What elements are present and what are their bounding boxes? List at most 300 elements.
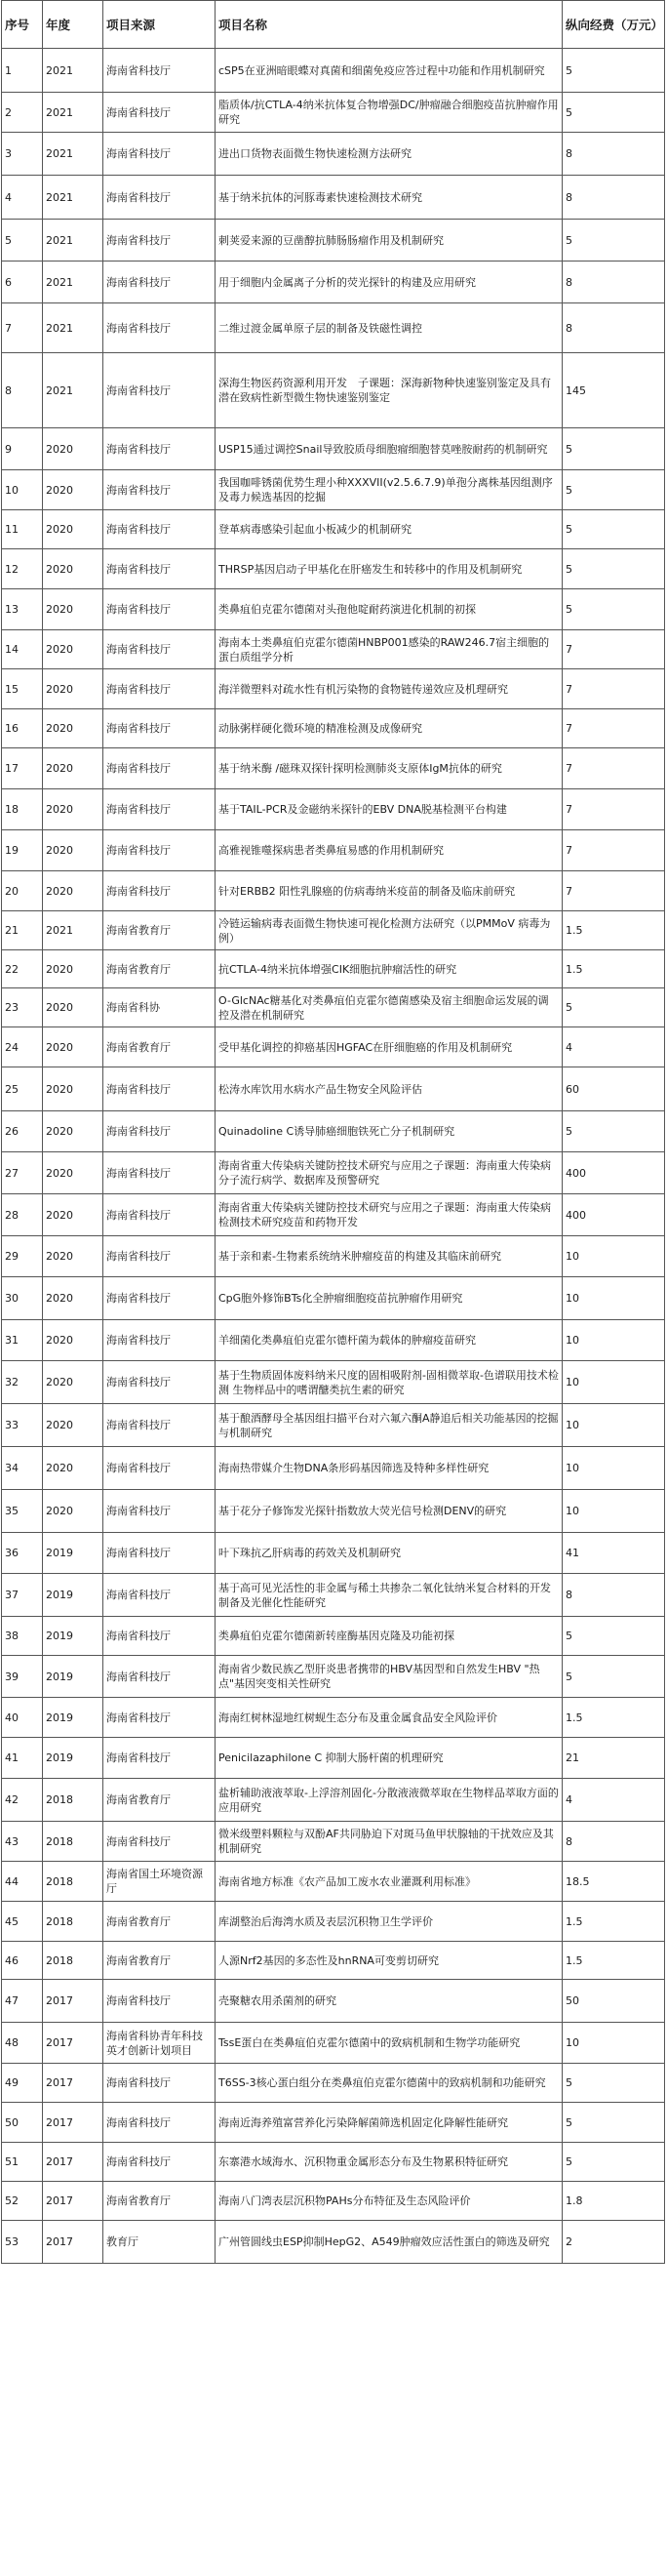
table-row <box>2 2221 665 2264</box>
source-cell: 海南省科技厅 <box>103 1361 216 1404</box>
table-row <box>2 1656 665 1698</box>
year-cell: 2020 <box>43 950 103 988</box>
project-name-cell: 基于纳米酶 /磁珠双探针探明检测肺炎支原体IgM抗体的研究 <box>216 748 563 789</box>
source-cell: 海南省教育厅 <box>103 950 216 988</box>
funding-cell: 145 <box>563 353 665 428</box>
header-year: 年度 <box>43 1 103 49</box>
index-cell: 1 <box>2 49 43 93</box>
index-cell: 45 <box>2 1902 43 1942</box>
funding-cell: 1.8 <box>563 2182 665 2221</box>
funding-cell: 5 <box>563 93 665 133</box>
funding-cell: 7 <box>563 669 665 709</box>
header-project-name: 项目名称 <box>216 1 563 49</box>
project-name-cell: 海南热带媒介生物DNA条形码基因筛选及特种多样性研究 <box>216 1447 563 1490</box>
index-cell: 24 <box>2 1027 43 1067</box>
table-row <box>2 303 665 353</box>
funding-cell: 60 <box>563 1067 665 1111</box>
index-cell: 53 <box>2 2221 43 2264</box>
funding-cell: 7 <box>563 830 665 871</box>
project-name-cell: 广州管圆线虫ESP抑制HepG2、A549肿瘤效应活性蛋白的筛选及研究 <box>216 2221 563 2264</box>
project-name-cell: Quinadoline C诱导肺癌细胞铁死亡分子机制研究 <box>216 1111 563 1152</box>
index-cell: 35 <box>2 1490 43 1533</box>
source-cell: 海南省科技厅 <box>103 709 216 748</box>
source-cell: 海南省科技厅 <box>103 1980 216 2023</box>
project-name-cell: 动脉粥样硬化微环境的精准检测及成像研究 <box>216 709 563 748</box>
year-cell: 2019 <box>43 1533 103 1574</box>
funding-cell: 4 <box>563 1779 665 1822</box>
source-cell: 海南省科技厅 <box>103 49 216 93</box>
funding-cell: 21 <box>563 1738 665 1779</box>
project-name-cell: 海南省重大传染病关键防控技术研究与应用之子课题：海南重大传染病分子流行病学、数据库及预警研究 <box>216 1152 563 1194</box>
year-cell: 2018 <box>43 1822 103 1862</box>
index-cell: 42 <box>2 1779 43 1822</box>
funding-cell: 5 <box>563 2143 665 2182</box>
table-row <box>2 1067 665 1111</box>
project-name-cell: 海洋微塑料对疏水性有机污染物的食物链传递效应及机理研究 <box>216 669 563 709</box>
source-cell: 海南省科技厅 <box>103 1111 216 1152</box>
index-cell: 9 <box>2 428 43 470</box>
project-name-cell: 类鼻疽伯克霍尔德菌对头孢他啶耐药演进化机制的初探 <box>216 589 563 630</box>
index-cell: 16 <box>2 709 43 748</box>
year-cell: 2021 <box>43 911 103 950</box>
project-name-cell: 海南省少数民族乙型肝炎患者携带的HBV基因型和自然发生HBV "热点"基因突变相关性研究 <box>216 1656 563 1698</box>
index-cell: 29 <box>2 1236 43 1277</box>
source-cell: 海南省科技厅 <box>103 1698 216 1738</box>
funding-cell: 5 <box>563 549 665 589</box>
table-row <box>2 93 665 133</box>
project-name-cell: USP15通过调控Snail导致胶质母细胞瘤细胞替莫唑胺耐药的机制研究 <box>216 428 563 470</box>
table-row <box>2 630 665 669</box>
table-row <box>2 262 665 303</box>
table-row <box>2 353 665 428</box>
table-row <box>2 1822 665 1862</box>
project-name-cell: 冷链运输病毒表面微生物快速可视化检测方法研究（以PMMoV 病毒为例） <box>216 911 563 950</box>
index-cell: 23 <box>2 988 43 1027</box>
source-cell: 海南省科技厅 <box>103 262 216 303</box>
source-cell: 海南省教育厅 <box>103 1779 216 1822</box>
index-cell: 26 <box>2 1111 43 1152</box>
index-cell: 34 <box>2 1447 43 1490</box>
table-row <box>2 176 665 220</box>
index-cell: 31 <box>2 1320 43 1361</box>
funding-cell: 7 <box>563 871 665 911</box>
project-name-cell: 海南近海养殖富营养化污染降解菌筛选机固定化降解性能研究 <box>216 2103 563 2143</box>
project-name-cell: 基于花分子修饰发光探针指数放大荧光信号检测DENV的研究 <box>216 1490 563 1533</box>
source-cell: 海南省科技厅 <box>103 1277 216 1320</box>
table-row <box>2 1152 665 1194</box>
source-cell: 教育厅 <box>103 2221 216 2264</box>
year-cell: 2020 <box>43 510 103 549</box>
year-cell: 2020 <box>43 748 103 789</box>
funding-cell: 8 <box>563 176 665 220</box>
project-name-cell: 东寨港水域海水、沉积物重金属形态分布及生物累积特征研究 <box>216 2143 563 2182</box>
index-cell: 32 <box>2 1361 43 1404</box>
table-row <box>2 1320 665 1361</box>
funding-cell: 10 <box>563 1490 665 1533</box>
table-row <box>2 1980 665 2023</box>
year-cell: 2020 <box>43 589 103 630</box>
table-row <box>2 2103 665 2143</box>
funding-cell: 5 <box>563 1617 665 1656</box>
funding-cell: 400 <box>563 1152 665 1194</box>
source-cell: 海南省科技厅 <box>103 589 216 630</box>
source-cell: 海南省科技厅 <box>103 1404 216 1447</box>
source-cell: 海南省科技厅 <box>103 510 216 549</box>
table-row <box>2 1027 665 1067</box>
source-cell: 海南省科技厅 <box>103 470 216 510</box>
table-row <box>2 49 665 93</box>
source-cell: 海南省科技厅 <box>103 830 216 871</box>
index-cell: 51 <box>2 2143 43 2182</box>
source-cell: 海南省科技厅 <box>103 176 216 220</box>
project-name-cell: 二维过渡金属单原子层的制备及铁磁性调控 <box>216 303 563 353</box>
table-row <box>2 1194 665 1236</box>
table-row <box>2 988 665 1027</box>
index-cell: 28 <box>2 1194 43 1236</box>
year-cell: 2021 <box>43 220 103 262</box>
project-name-cell: 壳聚糖农用杀菌剂的研究 <box>216 1980 563 2023</box>
table-row <box>2 1902 665 1942</box>
source-cell: 海南省教育厅 <box>103 1027 216 1067</box>
index-cell: 5 <box>2 220 43 262</box>
funding-cell: 10 <box>563 1404 665 1447</box>
year-cell: 2020 <box>43 1361 103 1404</box>
table-row <box>2 1862 665 1902</box>
project-name-cell: 基于生物质固体废料纳米尺度的固相吸附剂-固相微萃取-色谱联用技术检测 生物样品中的嗜谓醣类抗生素的研究 <box>216 1361 563 1404</box>
funding-cell: 50 <box>563 1980 665 2023</box>
index-cell: 48 <box>2 2023 43 2064</box>
project-name-cell: Penicilazaphilone C 抑制大肠杆菌的机理研究 <box>216 1738 563 1779</box>
source-cell: 海南省科技厅 <box>103 428 216 470</box>
year-cell: 2020 <box>43 630 103 669</box>
project-name-cell: O-GlcNAc糖基化对类鼻疽伯克霍尔德菌感染及宿主细胞命运发展的调控及潜在机制研究 <box>216 988 563 1027</box>
header-row <box>2 1 665 49</box>
index-cell: 21 <box>2 911 43 950</box>
year-cell: 2020 <box>43 470 103 510</box>
table-row <box>2 470 665 510</box>
source-cell: 海南省科技厅 <box>103 1822 216 1862</box>
year-cell: 2018 <box>43 1942 103 1980</box>
index-cell: 50 <box>2 2103 43 2143</box>
source-cell: 海南省科技厅 <box>103 1574 216 1617</box>
table-row <box>2 1533 665 1574</box>
project-name-cell: 基于高可见光活性的非金属与稀土共掺杂二氧化钛纳米复合材料的开发制备及光催化性能研究 <box>216 1574 563 1617</box>
year-cell: 2017 <box>43 2182 103 2221</box>
funding-cell: 5 <box>563 428 665 470</box>
index-cell: 27 <box>2 1152 43 1194</box>
table-row <box>2 1738 665 1779</box>
table-row <box>2 220 665 262</box>
funding-cell: 5 <box>563 589 665 630</box>
funding-cell: 10 <box>563 1361 665 1404</box>
funding-cell: 5 <box>563 2064 665 2103</box>
table-row <box>2 1617 665 1656</box>
table-row <box>2 1698 665 1738</box>
source-cell: 海南省教育厅 <box>103 911 216 950</box>
funding-cell: 7 <box>563 748 665 789</box>
index-cell: 41 <box>2 1738 43 1779</box>
source-cell: 海南省教育厅 <box>103 2182 216 2221</box>
year-cell: 2017 <box>43 2221 103 2264</box>
table-row <box>2 2143 665 2182</box>
funding-cell: 10 <box>563 1236 665 1277</box>
funding-cell: 10 <box>563 1320 665 1361</box>
funding-cell: 5 <box>563 988 665 1027</box>
index-cell: 10 <box>2 470 43 510</box>
year-cell: 2020 <box>43 1277 103 1320</box>
year-cell: 2021 <box>43 303 103 353</box>
project-name-cell: 海南红树林湿地红树蚬生态分布及重金属食品安全风险评价 <box>216 1698 563 1738</box>
table-row <box>2 589 665 630</box>
project-name-cell: 进出口货物表面微生物快速检测方法研究 <box>216 133 563 176</box>
table-row <box>2 789 665 830</box>
source-cell: 海南省科技厅 <box>103 1152 216 1194</box>
index-cell: 17 <box>2 748 43 789</box>
index-cell: 20 <box>2 871 43 911</box>
project-name-cell: 海南八门湾表层沉积物PAHs分布特征及生态风险评价 <box>216 2182 563 2221</box>
year-cell: 2017 <box>43 2103 103 2143</box>
funding-cell: 8 <box>563 303 665 353</box>
project-name-cell: 高雅视锥噬探病患者类鼻疽易感的作用机制研究 <box>216 830 563 871</box>
source-cell: 海南省科技厅 <box>103 1236 216 1277</box>
project-name-cell: 海南本土类鼻疽伯克霍尔德菌HNBP001感染的RAW246.7宿主细胞的蛋白质组学分析 <box>216 630 563 669</box>
source-cell: 海南省科技厅 <box>103 2143 216 2182</box>
year-cell: 2017 <box>43 2064 103 2103</box>
index-cell: 40 <box>2 1698 43 1738</box>
project-name-cell: 库湖整治后海湾水质及表层沉积物卫生学评价 <box>216 1902 563 1942</box>
project-name-cell: 海南省重大传染病关键防控技术研究与应用之子课题：海南重大传染病检测技术研究疫苗和药物开发 <box>216 1194 563 1236</box>
year-cell: 2020 <box>43 709 103 748</box>
year-cell: 2019 <box>43 1698 103 1738</box>
source-cell: 海南省科技厅 <box>103 1656 216 1698</box>
index-cell: 43 <box>2 1822 43 1862</box>
funding-cell: 5 <box>563 1656 665 1698</box>
funding-cell: 8 <box>563 1822 665 1862</box>
table-row <box>2 1447 665 1490</box>
table-row <box>2 709 665 748</box>
year-cell: 2020 <box>43 1152 103 1194</box>
funding-cell: 1.5 <box>563 1698 665 1738</box>
funding-cell: 41 <box>563 1533 665 1574</box>
funding-cell: 18.5 <box>563 1862 665 1902</box>
source-cell: 海南省科技厅 <box>103 1533 216 1574</box>
source-cell: 海南省科技厅 <box>103 1194 216 1236</box>
source-cell: 海南省科技厅 <box>103 1320 216 1361</box>
funding-cell: 10 <box>563 1447 665 1490</box>
index-cell: 13 <box>2 589 43 630</box>
year-cell: 2020 <box>43 1236 103 1277</box>
year-cell: 2021 <box>43 49 103 93</box>
project-name-cell: 深海生物医药资源利用开发 子课题：深海新物种快速鉴别鉴定及具有潜在致病性新型微生物快速鉴别鉴定 <box>216 353 563 428</box>
project-name-cell: 脂质体/抗CTLA-4纳米抗体复合物增强DC/肿瘤融合细胞疫苗抗肿瘤作用研究 <box>216 93 563 133</box>
project-table <box>1 0 665 2264</box>
project-name-cell: 基于酿酒酵母全基因组扫描平台对六氟六酮A静追后相关功能基因的挖掘与机制研究 <box>216 1404 563 1447</box>
project-name-cell: 盐析辅助液液萃取-上浮溶剂固化-分散液液微萃取在生物样品萃取方面的应用研究 <box>216 1779 563 1822</box>
project-name-cell: 基于亲和素-生物素系统纳米肿瘤疫苗的构建及其临床前研究 <box>216 1236 563 1277</box>
table-row <box>2 911 665 950</box>
header-index: 序号 <box>2 1 43 49</box>
project-name-cell: 类鼻疽伯克霍尔德菌新转座酶基因克隆及功能初探 <box>216 1617 563 1656</box>
year-cell: 2020 <box>43 871 103 911</box>
funding-cell: 5 <box>563 470 665 510</box>
year-cell: 2017 <box>43 2143 103 2182</box>
funding-cell: 1.5 <box>563 950 665 988</box>
project-name-cell: 微米级塑料颗粒与双酚AF共同胁迫下对斑马鱼甲状腺轴的干扰效应及其机制研究 <box>216 1822 563 1862</box>
source-cell: 海南省科技厅 <box>103 2103 216 2143</box>
index-cell: 6 <box>2 262 43 303</box>
table-row <box>2 1404 665 1447</box>
funding-cell: 5 <box>563 2103 665 2143</box>
funding-cell: 2 <box>563 2221 665 2264</box>
funding-cell: 400 <box>563 1194 665 1236</box>
index-cell: 49 <box>2 2064 43 2103</box>
source-cell: 海南省科技厅 <box>103 1490 216 1533</box>
source-cell: 海南省科技厅 <box>103 871 216 911</box>
source-cell: 海南省科技厅 <box>103 748 216 789</box>
source-cell: 海南省科技厅 <box>103 789 216 830</box>
table-row <box>2 950 665 988</box>
year-cell: 2021 <box>43 93 103 133</box>
source-cell: 海南省科技厅 <box>103 2064 216 2103</box>
year-cell: 2020 <box>43 1111 103 1152</box>
funding-cell: 5 <box>563 1111 665 1152</box>
index-cell: 47 <box>2 1980 43 2023</box>
index-cell: 7 <box>2 303 43 353</box>
index-cell: 12 <box>2 549 43 589</box>
index-cell: 22 <box>2 950 43 988</box>
project-name-cell: 登革病毒感染引起血小板减少的机制研究 <box>216 510 563 549</box>
year-cell: 2020 <box>43 1027 103 1067</box>
project-name-cell: 我国咖啡锈菌优势生理小种XXXVII(v2.5.6.7.9)单孢分离株基因组测序及毒力候选基因的挖掘 <box>216 470 563 510</box>
table-row <box>2 549 665 589</box>
source-cell: 海南省科技厅 <box>103 133 216 176</box>
funding-cell: 10 <box>563 2023 665 2064</box>
project-name-cell: THRSP基因启动子甲基化在肝癌发生和转移中的作用及机制研究 <box>216 549 563 589</box>
source-cell: 海南省科协 <box>103 988 216 1027</box>
year-cell: 2020 <box>43 830 103 871</box>
source-cell: 海南省教育厅 <box>103 1942 216 1980</box>
year-cell: 2020 <box>43 789 103 830</box>
index-cell: 15 <box>2 669 43 709</box>
project-name-cell: 人源Nrf2基因的多态性及hnRNA可变剪切研究 <box>216 1942 563 1980</box>
year-cell: 2019 <box>43 1656 103 1698</box>
project-name-cell: 用于细胞内金属离子分析的荧光探针的构建及应用研究 <box>216 262 563 303</box>
project-name-cell: 针对ERBB2 阳性乳腺癌的仿病毒纳米疫苗的制备及临床前研究 <box>216 871 563 911</box>
year-cell: 2020 <box>43 1067 103 1111</box>
index-cell: 3 <box>2 133 43 176</box>
year-cell: 2018 <box>43 1779 103 1822</box>
table-row <box>2 748 665 789</box>
funding-cell: 1.5 <box>563 1942 665 1980</box>
year-cell: 2020 <box>43 1447 103 1490</box>
table-row <box>2 1361 665 1404</box>
year-cell: 2017 <box>43 2023 103 2064</box>
year-cell: 2017 <box>43 1980 103 2023</box>
project-name-cell: 羊细菌化类鼻疽伯克霍尔德杆菌为载体的肿瘤疫苗研究 <box>216 1320 563 1361</box>
year-cell: 2020 <box>43 669 103 709</box>
year-cell: 2019 <box>43 1617 103 1656</box>
header-funding: 纵向经费（万元） <box>563 1 665 49</box>
funding-cell: 1.5 <box>563 911 665 950</box>
year-cell: 2020 <box>43 549 103 589</box>
funding-cell: 1.5 <box>563 1902 665 1942</box>
funding-cell: 4 <box>563 1027 665 1067</box>
project-name-cell: 抗CTLA-4纳米抗体增强CIK细胞抗肿瘤活性的研究 <box>216 950 563 988</box>
table-row <box>2 1942 665 1980</box>
year-cell: 2020 <box>43 1194 103 1236</box>
project-name-cell: 松涛水库饮用水病水产品生物安全风险评估 <box>216 1067 563 1111</box>
year-cell: 2019 <box>43 1738 103 1779</box>
index-cell: 2 <box>2 93 43 133</box>
year-cell: 2020 <box>43 428 103 470</box>
year-cell: 2020 <box>43 988 103 1027</box>
source-cell: 海南省科技厅 <box>103 220 216 262</box>
funding-cell: 5 <box>563 220 665 262</box>
funding-cell: 5 <box>563 49 665 93</box>
year-cell: 2021 <box>43 133 103 176</box>
source-cell: 海南省科技厅 <box>103 669 216 709</box>
header-source: 项目来源 <box>103 1 216 49</box>
table-row <box>2 1236 665 1277</box>
year-cell: 2021 <box>43 176 103 220</box>
year-cell: 2020 <box>43 1320 103 1361</box>
index-cell: 52 <box>2 2182 43 2221</box>
index-cell: 37 <box>2 1574 43 1617</box>
project-name-cell: cSP5在亚洲暗眼蝶对真菌和细菌免疫应答过程中功能和作用机制研究 <box>216 49 563 93</box>
index-cell: 33 <box>2 1404 43 1447</box>
index-cell: 46 <box>2 1942 43 1980</box>
project-name-cell: 基于TAIL-PCR及金磁纳米探针的EBV DNA脱基检测平台构建 <box>216 789 563 830</box>
source-cell: 海南省科技厅 <box>103 1447 216 1490</box>
year-cell: 2018 <box>43 1902 103 1942</box>
table-row <box>2 1574 665 1617</box>
table-row <box>2 1490 665 1533</box>
year-cell: 2020 <box>43 1490 103 1533</box>
source-cell: 海南省科技厅 <box>103 1617 216 1656</box>
index-cell: 39 <box>2 1656 43 1698</box>
year-cell: 2019 <box>43 1574 103 1617</box>
funding-cell: 8 <box>563 133 665 176</box>
table-row <box>2 1111 665 1152</box>
project-name-cell: 叶下珠抗乙肝病毒的药效关及机制研究 <box>216 1533 563 1574</box>
source-cell: 海南省科技厅 <box>103 1738 216 1779</box>
year-cell: 2021 <box>43 353 103 428</box>
source-cell: 海南省科技厅 <box>103 303 216 353</box>
index-cell: 44 <box>2 1862 43 1902</box>
index-cell: 19 <box>2 830 43 871</box>
funding-cell: 10 <box>563 1277 665 1320</box>
table-row <box>2 1277 665 1320</box>
index-cell: 4 <box>2 176 43 220</box>
year-cell: 2020 <box>43 1404 103 1447</box>
project-name-cell: 海南省地方标准《农产品加工废水农业灌溉利用标准》 <box>216 1862 563 1902</box>
funding-cell: 8 <box>563 1574 665 1617</box>
project-name-cell: CpG胞外修饰BTs化全肿瘤细胞疫苗抗肿瘤作用研究 <box>216 1277 563 1320</box>
index-cell: 25 <box>2 1067 43 1111</box>
index-cell: 14 <box>2 630 43 669</box>
funding-cell: 7 <box>563 709 665 748</box>
source-cell: 海南省国土环境资源厅 <box>103 1862 216 1902</box>
table-row <box>2 871 665 911</box>
table-row <box>2 830 665 871</box>
table-row <box>2 133 665 176</box>
year-cell: 2021 <box>43 262 103 303</box>
project-name-cell: TssE蛋白在类鼻疽伯克霍尔德菌中的致病机制和生物学功能研究 <box>216 2023 563 2064</box>
project-name-cell: 基于纳米抗体的河豚毒素快速检测技术研究 <box>216 176 563 220</box>
source-cell: 海南省科技厅 <box>103 353 216 428</box>
source-cell: 海南省科协青年科技英才创新计划项目 <box>103 2023 216 2064</box>
funding-cell: 8 <box>563 262 665 303</box>
